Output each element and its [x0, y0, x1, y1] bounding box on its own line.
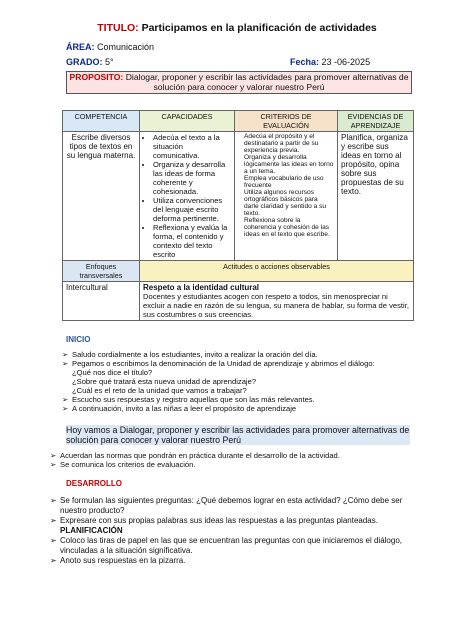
evidencias-cell: Planifica, organiza y escribe sus ideas en torno al propósito, opina sobre sus propuestas de su texto. [338, 132, 414, 261]
criterios-cell [235, 132, 338, 261]
criterio-item: Reflexiona sobre la coherencia y cohesión de las ideas en el texto que escribe. [244, 217, 330, 238]
capacidad-item: • Utiliza convenciones del lenguaje escrito deforma pertinente. [153, 196, 231, 223]
enfoques-header: Enfoques transversales [63, 261, 140, 282]
desarrollo-heading: DESARROLLO [66, 479, 122, 488]
grado-label: GRADO: [66, 57, 103, 67]
title-label: TITULO: [97, 22, 139, 34]
criterio-item: Adecúa el propósito y el destinatario a partir de su experiencia previa. [244, 133, 319, 154]
enfoque-cell: Intercultural [63, 282, 140, 321]
proposito-highlight: Hoy vamos a Dialogar, proponer y escribir las actividades para promover alternativas de solución para conocer y valorar nuestro Perú [66, 425, 410, 445]
actitudes-header: Actitudes o acciones observables [140, 261, 414, 282]
list-item: ➢ Pegamos o escribimos la denominación de la Unidad de aprendizaje y abrimos el diálogo: [62, 359, 375, 368]
title-text: Participamos en la planificación de actividades [141, 22, 377, 34]
header-capacidades: CAPACIDADES [140, 111, 235, 132]
respeto-title: Respeto a la identidad cultural [143, 283, 260, 292]
criterio-item: Organiza y desarrolla lógicamente las ideas en torno a un tema. [244, 154, 334, 175]
grado-line [66, 57, 114, 67]
arrow-icon: ➢ [50, 556, 57, 565]
header-criterios: CRITERIOS DE EVALUACIÓN [235, 111, 338, 132]
list-item: ➢ Coloco las tiras de papel en las que se encuentran las preguntas con que iniciaremos el diálogo, vinculadas a la situación significativa. [50, 536, 402, 555]
list-item: ➢ Anoto sus respuestas en la pizarra. [50, 556, 186, 565]
respeto-cell [140, 282, 414, 321]
list-item: ➢ Se formulan las siguientes preguntas: ¿Qué debemos lograr en esta actividad? ¿Cómo debe ser nuestro producto? [50, 496, 403, 515]
arrow-icon: ➢ [62, 404, 69, 413]
fecha-value: 23 -06-2025 [321, 57, 371, 67]
desarrollo-list [50, 496, 420, 566]
respeto-text: Docentes y estudiantes acogen con respeto a todos, sin menospreciar ni excluir a nadie en razón de su lengua, su manera de hablar, su forma de vestir, sus costumbres o sus creencias. [143, 292, 409, 319]
proposito-label: PROPOSITO: [69, 72, 124, 82]
list-item: ➢ Saludo cordialmente a los estudiantes, invito a realizar la oración del día. [62, 350, 318, 359]
proposito-text: Dialogar, proponer y escribir las actividades para promover alternativas de solución para conocer y valorar nuestro Perú [125, 72, 409, 92]
inicio-list-2 [50, 451, 420, 469]
list-item: ➢ Expresare con sus propias palabras sus ideas las respuestas a las preguntas planteadas. [50, 516, 378, 525]
list-item: ➢ Escucho sus respuestas y registro aquellas que son las más relevantes. [62, 395, 315, 404]
criterio-item: Emplea vocabulario de uso frecuente [244, 175, 324, 189]
list-item: ¿Qué nos dice el título? [72, 368, 153, 377]
fecha-line [290, 57, 370, 67]
page-title [0, 22, 474, 34]
capacidades-cell [140, 132, 235, 261]
list-item: ➢ A continuación, invito a las niñas a leer el propósito de aprendizaje [62, 404, 297, 413]
arrow-icon: ➢ [50, 496, 57, 505]
inicio-heading: INICIO [66, 335, 91, 344]
competencia-cell: Escribe diversos tipos de textos en su lengua materna. [63, 132, 140, 261]
inicio-list [62, 350, 414, 413]
arrow-icon: ➢ [62, 350, 69, 359]
competencias-table [62, 110, 414, 321]
area-value: Comunicación [97, 42, 155, 52]
capacidad-item: • Adecúa el texto a la situación comunicativa. [153, 133, 231, 160]
proposito-box [66, 71, 412, 94]
capacidad-item: • Reflexiona y evalúa la forma, el contenido y contexto del texto escrito [153, 223, 231, 259]
list-item: ¿Cuál es el reto de la unidad que vamos a trabajar? [72, 386, 247, 395]
criterio-item: Utiliza algunos recursos ortográficos básicos para darle claridad y sentido a su texto. [244, 189, 327, 217]
header-evidencias: EVIDENCIAS DE APRENDIZAJE [338, 111, 414, 132]
arrow-icon: ➢ [50, 516, 57, 525]
arrow-icon: ➢ [50, 460, 57, 469]
arrow-icon: ➢ [62, 359, 69, 368]
list-item: ➢ Se comunica los criterios de evaluación. [50, 460, 196, 469]
arrow-icon: ➢ [62, 395, 69, 404]
grado-value: 5° [105, 57, 114, 67]
list-item: ➢ Acuerdan las normas que pondrán en práctica durante el desarrollo de la actividad. [50, 451, 340, 460]
area-label: ÁREA: [66, 42, 95, 52]
fecha-label: Fecha: [290, 57, 320, 67]
planificacion-heading: PLANIFICACIÓN [60, 526, 123, 535]
capacidad-item: • Organiza y desarrolla las ideas de forma coherente y cohesionada. [153, 160, 231, 196]
header-competencia: COMPETENCIA [63, 111, 140, 132]
list-item: ¿Sobre qué tratará esta nueva unidad de aprendizaje? [72, 377, 257, 386]
arrow-icon: ➢ [50, 451, 57, 460]
area-line [66, 42, 154, 52]
arrow-icon: ➢ [50, 536, 57, 545]
